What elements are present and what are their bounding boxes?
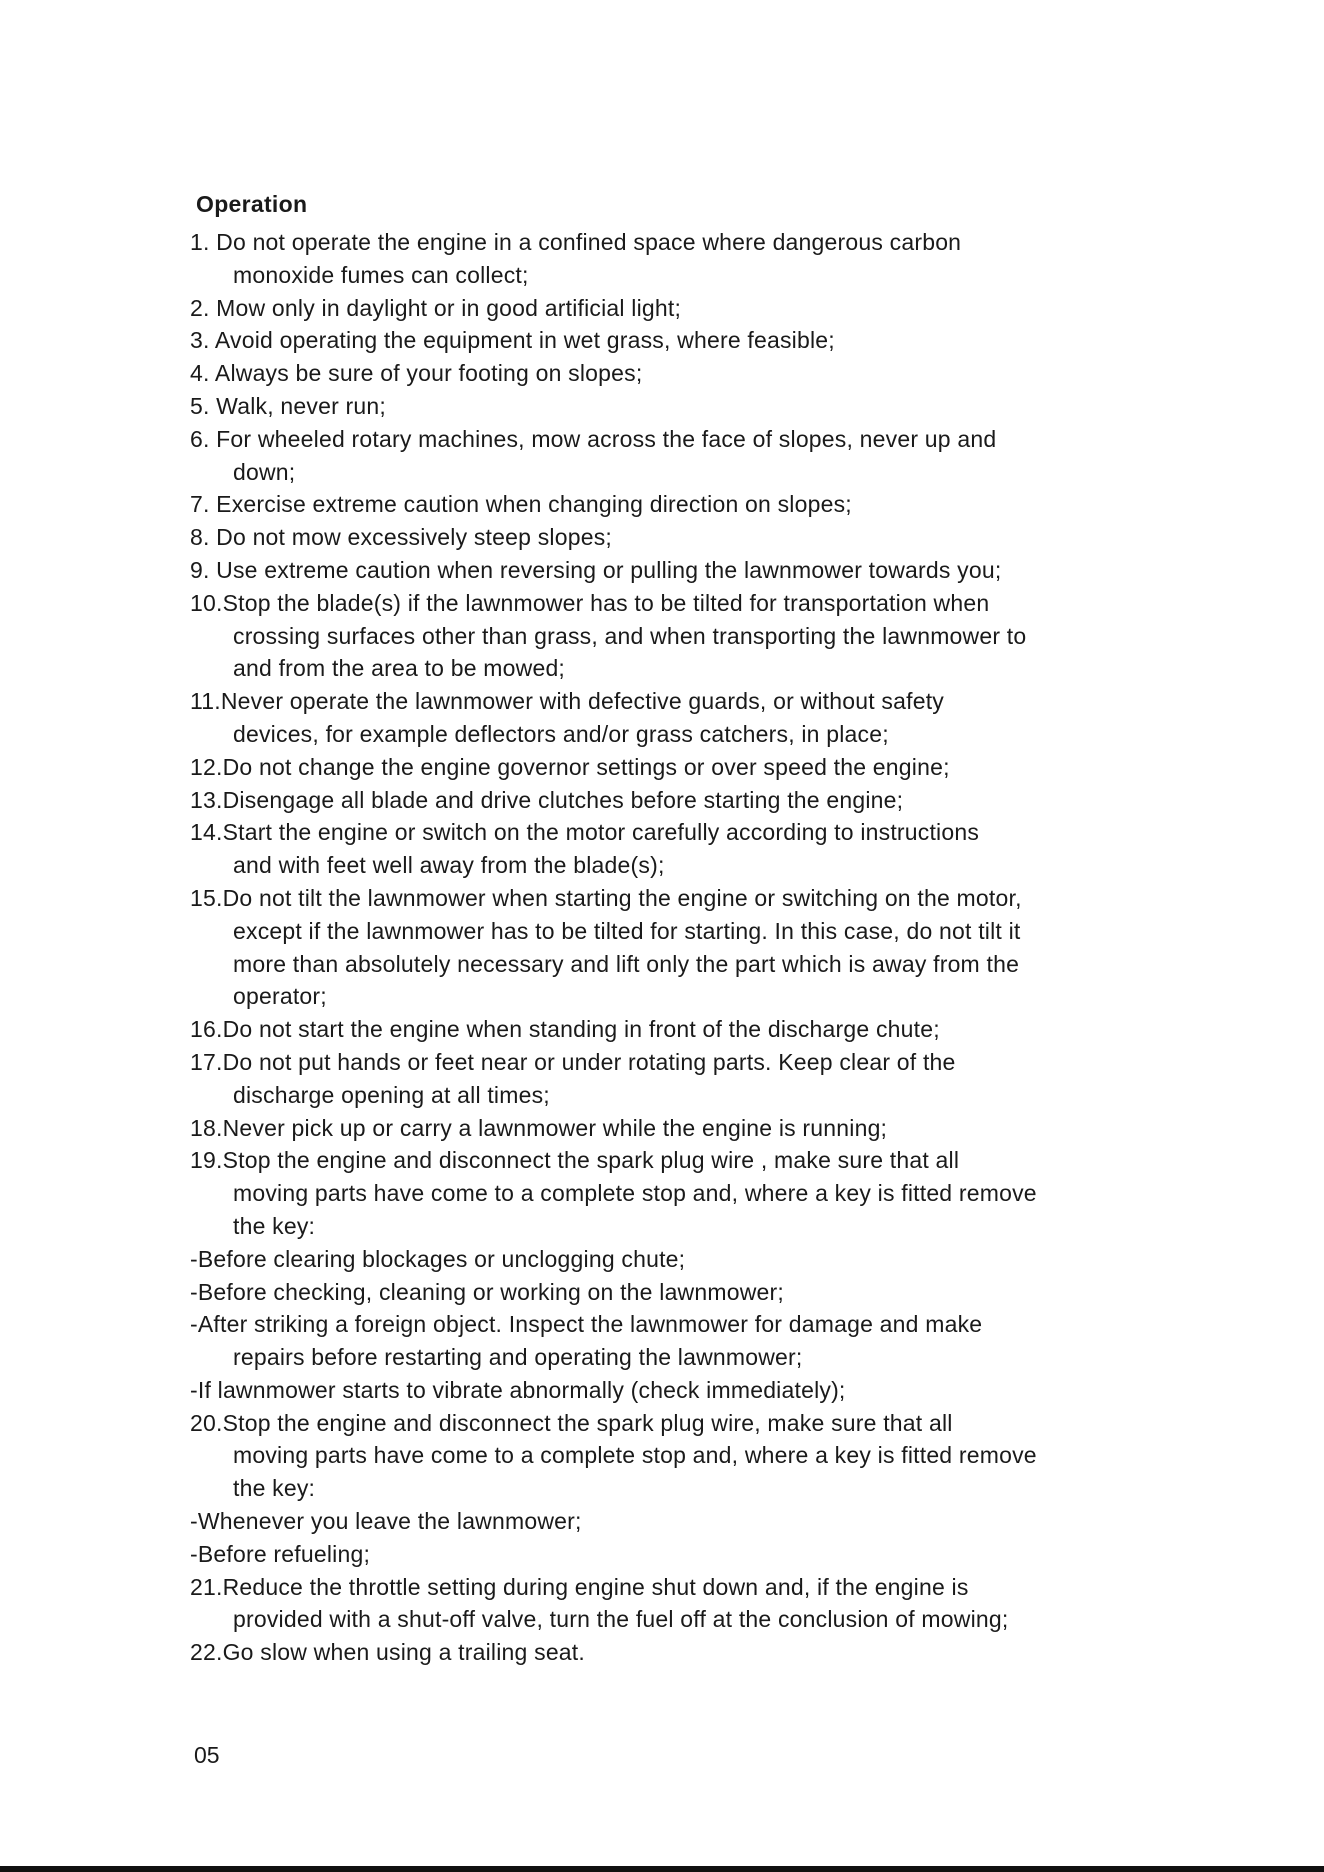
instruction-line-continuation: devices, for example deflectors and/or grass catchers, in place;	[233, 720, 889, 747]
instruction-line: 3. Avoid operating the equipment in wet grass, where feasible;	[190, 327, 835, 354]
instruction-line: 9. Use extreme caution when reversing or pulling the lawnmower towards you;	[190, 556, 1002, 583]
instruction-line: 1. Do not operate the engine in a confined space where dangerous carbon	[190, 229, 962, 255]
page-number: 05	[194, 1742, 220, 1768]
instruction-line: 12.Do not change the engine governor settings or over speed the engine;	[190, 753, 950, 780]
instruction-line: 7. Exercise extreme caution when changing direction on slopes;	[190, 491, 852, 518]
instruction-line: 21.Reduce the throttle setting during engine shut down and, if the engine is	[190, 1573, 969, 1600]
instruction-line: 8. Do not mow excessively steep slopes;	[190, 524, 612, 551]
instruction-line: 2. Mow only in daylight or in good artificial light;	[190, 294, 682, 321]
instruction-line: 17.Do not put hands or feet near or under rotating parts. Keep clear of the	[190, 1048, 956, 1075]
instruction-line: 18.Never pick up or carry a lawnmower while the engine is running;	[190, 1114, 888, 1141]
instruction-line-continuation: provided with a shut-off valve, turn the fuel off at the conclusion of mowing;	[233, 1606, 1009, 1633]
instruction-line: 11.Never operate the lawnmower with defective guards, or without safety	[190, 688, 944, 715]
instruction-line: 22.Go slow when using a trailing seat.	[190, 1639, 585, 1666]
instruction-line-continuation: repairs before restarting and operating the lawnmower;	[233, 1344, 803, 1371]
instruction-line-continuation: more than absolutely necessary and lift only the part which is away from the	[233, 950, 1020, 977]
instruction-line: 13.Disengage all blade and drive clutches before starting the engine;	[190, 786, 904, 813]
instruction-line: -After striking a foreign object. Inspect the lawnmower for damage and make	[190, 1311, 983, 1338]
section-heading: Operation	[196, 191, 308, 217]
bottom-border	[0, 1866, 1324, 1872]
instruction-line: 10.Stop the blade(s) if the lawnmower has to be tilted for transportation when	[190, 589, 990, 616]
instruction-line: -Before refueling;	[190, 1540, 371, 1567]
instruction-line-continuation: discharge opening at all times;	[233, 1081, 550, 1108]
instruction-line-continuation: crossing surfaces other than grass, and when transporting the lawnmower to	[233, 622, 1027, 649]
instruction-line: -If lawnmower starts to vibrate abnormally (check immediately);	[190, 1376, 846, 1403]
instruction-line-continuation: the key:	[233, 1212, 316, 1239]
instruction-line-continuation: moving parts have come to a complete stop and, where a key is fitted remove	[233, 1180, 1037, 1207]
instruction-line-continuation: except if the lawnmower has to be tilted for starting. In this case, do not tilt it	[233, 917, 1021, 944]
instruction-line: 4. Always be sure of your footing on slopes;	[190, 360, 643, 387]
instruction-line: 14.Start the engine or switch on the motor carefully according to instructions	[190, 819, 980, 846]
instruction-line: 20.Stop the engine and disconnect the spark plug wire, make sure that all	[190, 1409, 953, 1436]
operation-instructions	[190, 226, 1190, 1669]
instruction-line-continuation: the key:	[233, 1475, 316, 1502]
instruction-line: 6. For wheeled rotary machines, mow across the face of slopes, never up and	[190, 425, 997, 452]
instruction-line-continuation: down;	[233, 458, 296, 485]
instruction-line-continuation: and from the area to be mowed;	[233, 655, 566, 682]
instruction-line: 19.Stop the engine and disconnect the spark plug wire , make sure that all	[190, 1147, 960, 1174]
instruction-line: 5. Walk, never run;	[190, 392, 386, 419]
instruction-line: -Before clearing blockages or unclogging chute;	[190, 1245, 686, 1272]
instruction-line: 16.Do not start the engine when standing in front of the discharge chute;	[190, 1016, 940, 1043]
instruction-line: 15.Do not tilt the lawnmower when starting the engine or switching on the motor,	[190, 884, 1022, 911]
instruction-line: -Before checking, cleaning or working on the lawnmower;	[190, 1278, 784, 1305]
instruction-line-continuation: moving parts have come to a complete stop and, where a key is fitted remove	[233, 1442, 1037, 1469]
instruction-line-continuation: monoxide fumes can collect;	[233, 261, 529, 288]
instruction-line-continuation: operator;	[233, 983, 327, 1010]
instruction-line-continuation: and with feet well away from the blade(s);	[233, 852, 665, 879]
instruction-line: -Whenever you leave the lawnmower;	[190, 1508, 582, 1535]
